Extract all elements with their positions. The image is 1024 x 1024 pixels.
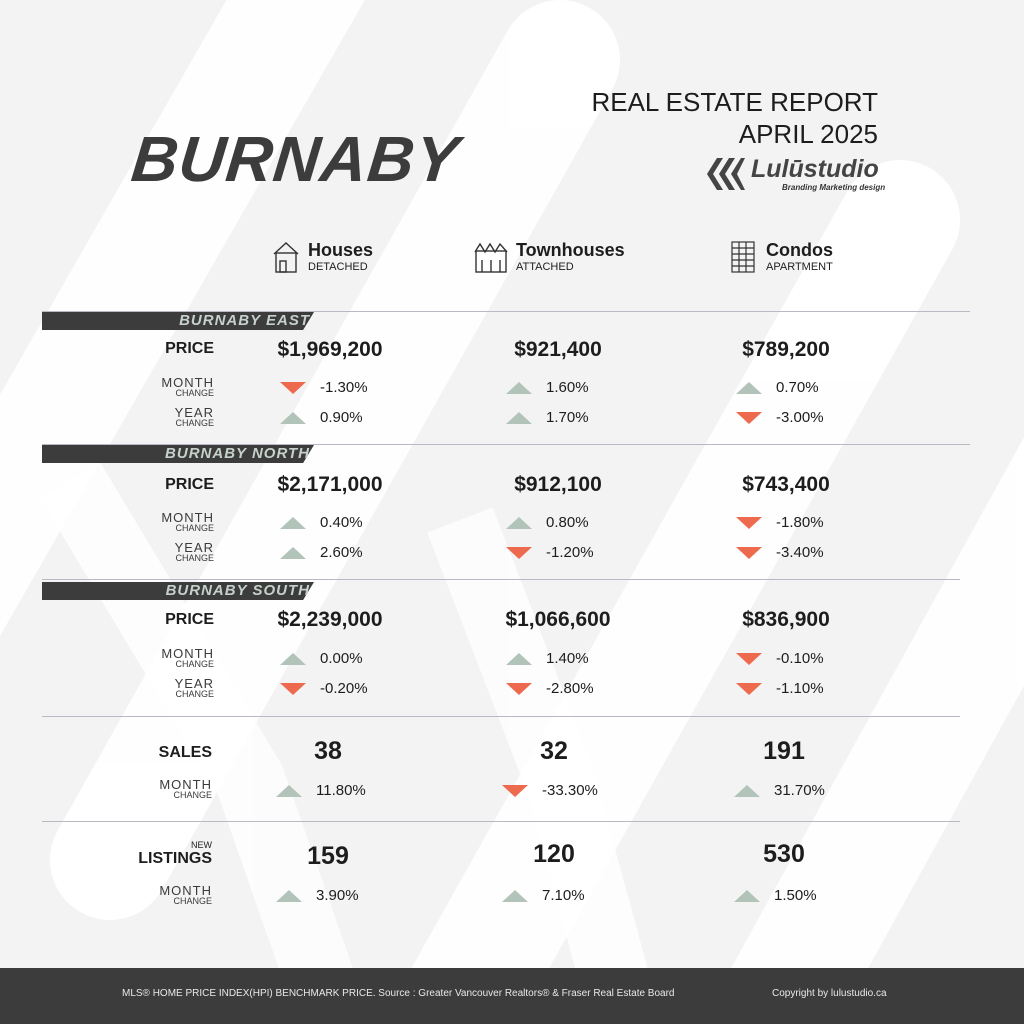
trend-arrow-icon [280, 412, 306, 424]
listings-townhouses: 120 [533, 840, 575, 868]
listings-condos: 530 [763, 840, 805, 868]
price-houses-south: $2,239,000 [277, 608, 383, 631]
month-change-label: MONTH CHANGE [161, 646, 214, 669]
footer-source: MLS® HOME PRICE INDEX(HPI) BENCHMARK PRICE. Source : Greater Vancouver Realtors® & Fraser Real Estate Board [122, 988, 675, 999]
column-header-houses [272, 240, 373, 274]
price-houses-east: $1,969,200 [277, 338, 383, 361]
sales-condos: 191 [763, 737, 805, 765]
report-title [591, 86, 878, 150]
month-change-label: MONTH CHANGE [159, 777, 212, 800]
price-condos-north: $743,400 [742, 473, 830, 496]
price-condos-east: $789,200 [742, 338, 830, 361]
trend-arrow-icon [276, 890, 302, 902]
section-divider [42, 716, 960, 717]
column-title-townhouses: Townhouses [516, 240, 625, 260]
price-label: PRICE [165, 340, 214, 357]
sales-change-condos: 31.70% [734, 782, 864, 799]
change-condos-north-month: -1.80% [736, 514, 866, 531]
change-townhouses-east-month: 1.60% [506, 379, 636, 396]
house-icon [272, 240, 300, 274]
trend-arrow-icon [736, 683, 762, 695]
change-townhouses-south-month: 1.40% [506, 650, 636, 667]
section-divider [42, 579, 960, 580]
trend-arrow-icon [736, 382, 762, 394]
column-title-condos: Condos [766, 240, 833, 260]
logo-name: Lulūstudio [751, 155, 879, 183]
logo-mark-icon [705, 156, 745, 192]
sales-change-houses: 11.80% [276, 782, 406, 799]
year-change-label: YEAR CHANGE [174, 676, 214, 699]
change-condos-south-year: -1.10% [736, 680, 866, 697]
apartment-building-icon [730, 240, 758, 274]
city-title: BURNABY [128, 123, 463, 195]
column-header-condos [730, 240, 833, 274]
trend-arrow-icon [276, 785, 302, 797]
column-subtitle-townhouses: ATTACHED [516, 261, 574, 273]
change-houses-south-year: -0.20% [280, 680, 410, 697]
change-condos-north-year: -3.40% [736, 544, 866, 561]
trend-arrow-icon [280, 683, 306, 695]
trend-arrow-icon [506, 683, 532, 695]
trend-arrow-icon [280, 382, 306, 394]
column-title-houses: Houses [308, 240, 374, 260]
listings-change-condos: 1.50% [734, 887, 864, 904]
change-houses-east-month: -1.30% [280, 379, 410, 396]
change-houses-north-year: 2.60% [280, 544, 410, 561]
change-condos-east-year: -3.00% [736, 409, 866, 426]
price-townhouses-south: $1,066,600 [505, 608, 611, 631]
month-change-label: MONTH CHANGE [161, 510, 214, 533]
trend-arrow-icon [734, 890, 760, 902]
column-subtitle-condos: APARTMENT [766, 261, 833, 273]
change-condos-south-month: -0.10% [736, 650, 866, 667]
year-change-label: YEAR CHANGE [174, 540, 214, 563]
trend-arrow-icon [736, 517, 762, 529]
trend-arrow-icon [506, 653, 532, 665]
trend-arrow-icon [280, 517, 306, 529]
change-townhouses-north-year: -1.20% [506, 544, 636, 561]
section-divider [42, 821, 960, 822]
section-title-north: BURNABY NORTH [165, 445, 310, 462]
new-listings-label: NEW LISTINGS [138, 840, 212, 867]
month-change-label: MONTH CHANGE [159, 883, 212, 906]
logo-tagline: Branding Marketing design [782, 183, 886, 192]
trend-arrow-icon [734, 785, 760, 797]
change-townhouses-south-year: -2.80% [506, 680, 636, 697]
section-title-south: BURNABY SOUTH [165, 582, 310, 599]
month-change-label: MONTH CHANGE [161, 375, 214, 398]
column-subtitle-houses: DETACHED [308, 261, 368, 273]
sales-change-townhouses: -33.30% [502, 782, 632, 799]
trend-arrow-icon [506, 547, 532, 559]
trend-arrow-icon [502, 890, 528, 902]
price-houses-north: $2,171,000 [277, 473, 383, 496]
brand-logo [705, 156, 885, 196]
change-houses-south-month: 0.00% [280, 650, 410, 667]
townhouse-icon [474, 240, 508, 274]
column-header-townhouses [474, 240, 625, 274]
sales-label: SALES [158, 744, 212, 761]
price-condos-south: $836,900 [742, 608, 830, 631]
trend-arrow-icon [280, 653, 306, 665]
change-townhouses-north-month: 0.80% [506, 514, 636, 531]
price-label: PRICE [165, 476, 214, 493]
year-change-label: YEAR CHANGE [174, 405, 214, 428]
listings-houses: 159 [307, 842, 349, 870]
change-townhouses-east-year: 1.70% [506, 409, 636, 426]
listings-change-townhouses: 7.10% [502, 887, 632, 904]
trend-arrow-icon [502, 785, 528, 797]
sales-houses: 38 [314, 737, 342, 765]
trend-arrow-icon [736, 653, 762, 665]
trend-arrow-icon [736, 547, 762, 559]
footer-copyright: Copyright by lulustudio.ca [772, 988, 887, 999]
trend-arrow-icon [506, 382, 532, 394]
change-condos-east-month: 0.70% [736, 379, 866, 396]
footer [0, 968, 1024, 1024]
trend-arrow-icon [280, 547, 306, 559]
listings-change-houses: 3.90% [276, 887, 406, 904]
trend-arrow-icon [736, 412, 762, 424]
change-houses-north-month: 0.40% [280, 514, 410, 531]
section-title-east: BURNABY EAST [179, 312, 310, 329]
change-houses-east-year: 0.90% [280, 409, 410, 426]
price-label: PRICE [165, 611, 214, 628]
report-title-line1: REAL ESTATE REPORT [591, 87, 878, 117]
price-townhouses-north: $912,100 [514, 473, 602, 496]
report-date: APRIL 2025 [738, 119, 878, 149]
trend-arrow-icon [506, 412, 532, 424]
sales-townhouses: 32 [540, 737, 568, 765]
price-townhouses-east: $921,400 [514, 338, 602, 361]
trend-arrow-icon [506, 517, 532, 529]
